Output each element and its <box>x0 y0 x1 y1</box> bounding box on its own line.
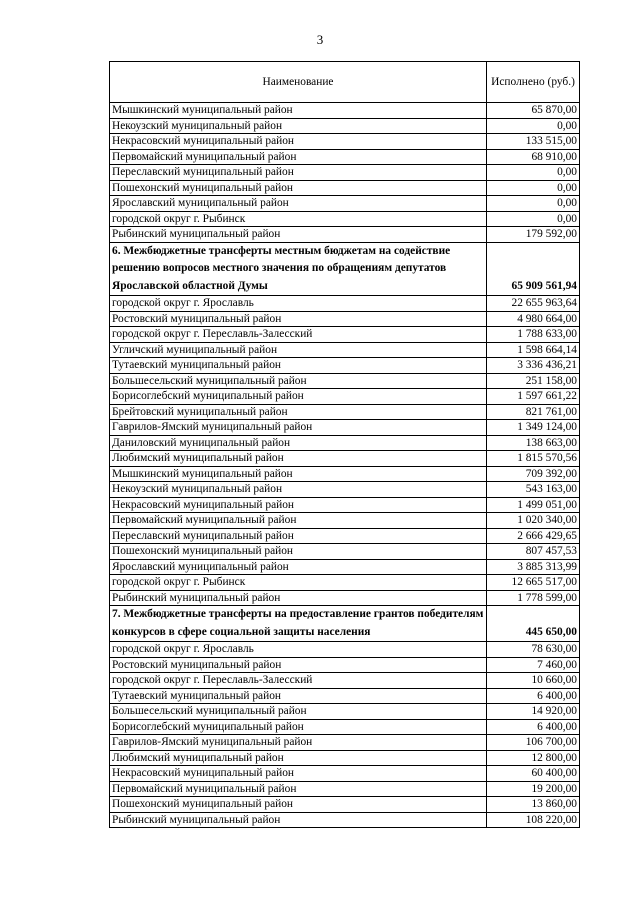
table-row <box>110 482 580 498</box>
executed-amount: 138 663,00 <box>487 435 580 451</box>
district-name: Рыбинский муниципальный район <box>110 227 487 243</box>
district-name: городской округ г. Переславль-Залесский <box>110 327 487 343</box>
executed-amount: 12 800,00 <box>487 750 580 766</box>
table-row <box>110 451 580 467</box>
district-name: Ярославский муниципальный район <box>110 196 487 212</box>
district-name: Первомайский муниципальный район <box>110 781 487 797</box>
executed-amount: 6 400,00 <box>487 688 580 704</box>
table-row <box>110 435 580 451</box>
table-row <box>110 688 580 704</box>
executed-amount: 1 598 664,14 <box>487 342 580 358</box>
executed-amount: 1 597 661,22 <box>487 389 580 405</box>
table-row <box>110 149 580 165</box>
district-name: городской округ г. Рыбинск <box>110 575 487 591</box>
district-name: Некоузский муниципальный район <box>110 482 487 498</box>
district-name: Переславский муниципальный район <box>110 165 487 181</box>
district-name: городской округ г. Ярославль <box>110 642 487 658</box>
district-name: Ярославский муниципальный район <box>110 559 487 575</box>
column-header-name: Наименование <box>110 62 487 103</box>
district-name: Некрасовский муниципальный район <box>110 497 487 513</box>
table-row <box>110 296 580 312</box>
district-name: Переславский муниципальный район <box>110 528 487 544</box>
executed-amount: 6 400,00 <box>487 719 580 735</box>
executed-amount: 133 515,00 <box>487 134 580 150</box>
table-row <box>110 642 580 658</box>
column-header-value: Исполнено (руб.) <box>487 62 580 103</box>
table-row <box>110 342 580 358</box>
executed-amount: 68 910,00 <box>487 149 580 165</box>
executed-amount: 60 400,00 <box>487 766 580 782</box>
executed-amount: 543 163,00 <box>487 482 580 498</box>
executed-amount: 12 665 517,00 <box>487 575 580 591</box>
table-header-row <box>110 62 580 103</box>
district-name: Даниловский муниципальный район <box>110 435 487 451</box>
executed-amount: 0,00 <box>487 211 580 227</box>
table-row <box>110 704 580 720</box>
executed-amount: 1 788 633,00 <box>487 327 580 343</box>
table-row <box>110 389 580 405</box>
table-row <box>110 657 580 673</box>
district-name: Первомайский муниципальный район <box>110 149 487 165</box>
executed-amount: 14 920,00 <box>487 704 580 720</box>
table-row <box>110 466 580 482</box>
table-row <box>110 797 580 813</box>
table-row <box>110 575 580 591</box>
executed-amount: 108 220,00 <box>487 812 580 828</box>
executed-amount: 0,00 <box>487 165 580 181</box>
executed-amount: 1 499 051,00 <box>487 497 580 513</box>
executed-amount: 65 870,00 <box>487 103 580 119</box>
budget-table <box>109 61 580 828</box>
district-name: Большесельский муниципальный район <box>110 373 487 389</box>
district-name: Тутаевский муниципальный район <box>110 688 487 704</box>
district-name: Рыбинский муниципальный район <box>110 590 487 606</box>
table-row <box>110 373 580 389</box>
section-title: 7. Межбюджетные трансферты на предоставление грантов победителям конкурсов в сфере социальной защиты населения <box>110 606 487 642</box>
table-row <box>110 165 580 181</box>
district-name: Гаврилов-Ямский муниципальный район <box>110 735 487 751</box>
table-row <box>110 673 580 689</box>
executed-amount: 4 980 664,00 <box>487 311 580 327</box>
district-name: Мышкинский муниципальный район <box>110 466 487 482</box>
section-total: 65 909 561,94 <box>487 242 580 296</box>
executed-amount: 251 158,00 <box>487 373 580 389</box>
table-row <box>110 781 580 797</box>
district-name: Пошехонский муниципальный район <box>110 797 487 813</box>
district-name: Гаврилов-Ямский муниципальный район <box>110 420 487 436</box>
district-name: городской округ г. Переславль-Залесский <box>110 673 487 689</box>
section-title: 6. Межбюджетные трансферты местным бюджетам на содействие решению вопросов местного значения по обращениям депутатов Ярославской областной Думы <box>110 242 487 296</box>
district-name: Мышкинский муниципальный район <box>110 103 487 119</box>
table-row <box>110 497 580 513</box>
district-name: Рыбинский муниципальный район <box>110 812 487 828</box>
table-row <box>110 196 580 212</box>
district-name: Некоузский муниципальный район <box>110 118 487 134</box>
table-row <box>110 766 580 782</box>
table-row <box>110 559 580 575</box>
district-name: Ростовский муниципальный район <box>110 311 487 327</box>
table-row <box>110 528 580 544</box>
executed-amount: 1 815 570,56 <box>487 451 580 467</box>
table-row <box>110 513 580 529</box>
table-row <box>110 812 580 828</box>
table-row <box>110 735 580 751</box>
table-row <box>110 420 580 436</box>
table-row <box>110 180 580 196</box>
district-name: Брейтовский муниципальный район <box>110 404 487 420</box>
table-row <box>110 358 580 374</box>
executed-amount: 821 761,00 <box>487 404 580 420</box>
table-row <box>110 211 580 227</box>
table-row <box>110 719 580 735</box>
executed-amount: 22 655 963,64 <box>487 296 580 312</box>
executed-amount: 10 660,00 <box>487 673 580 689</box>
executed-amount: 0,00 <box>487 196 580 212</box>
district-name: Угличский муниципальный район <box>110 342 487 358</box>
district-name: Пошехонский муниципальный район <box>110 180 487 196</box>
table-row <box>110 750 580 766</box>
table-body <box>110 103 580 828</box>
district-name: Любимский муниципальный район <box>110 750 487 766</box>
executed-amount: 1 778 599,00 <box>487 590 580 606</box>
section-heading-row <box>110 606 580 642</box>
table-row <box>110 134 580 150</box>
table-row <box>110 118 580 134</box>
district-name: городской округ г. Ярославль <box>110 296 487 312</box>
district-name: Некрасовский муниципальный район <box>110 134 487 150</box>
executed-amount: 709 392,00 <box>487 466 580 482</box>
section-heading-row <box>110 242 580 296</box>
executed-amount: 13 860,00 <box>487 797 580 813</box>
section-total: 445 650,00 <box>487 606 580 642</box>
executed-amount: 106 700,00 <box>487 735 580 751</box>
district-name: Пошехонский муниципальный район <box>110 544 487 560</box>
district-name: Любимский муниципальный район <box>110 451 487 467</box>
executed-amount: 807 457,53 <box>487 544 580 560</box>
district-name: Ростовский муниципальный район <box>110 657 487 673</box>
executed-amount: 0,00 <box>487 180 580 196</box>
executed-amount: 7 460,00 <box>487 657 580 673</box>
district-name: Тутаевский муниципальный район <box>110 358 487 374</box>
executed-amount: 3 336 436,21 <box>487 358 580 374</box>
district-name: Большесельский муниципальный район <box>110 704 487 720</box>
table-row <box>110 311 580 327</box>
page-number: 3 <box>316 32 324 47</box>
executed-amount: 179 592,00 <box>487 227 580 243</box>
executed-amount: 1 020 340,00 <box>487 513 580 529</box>
executed-amount: 78 630,00 <box>487 642 580 658</box>
table-row <box>110 590 580 606</box>
district-name: Некрасовский муниципальный район <box>110 766 487 782</box>
district-name: Борисоглебский муниципальный район <box>110 719 487 735</box>
table-row <box>110 404 580 420</box>
executed-amount: 19 200,00 <box>487 781 580 797</box>
executed-amount: 1 349 124,00 <box>487 420 580 436</box>
table-row <box>110 327 580 343</box>
district-name: Борисоглебский муниципальный район <box>110 389 487 405</box>
district-name: Первомайский муниципальный район <box>110 513 487 529</box>
executed-amount: 2 666 429,65 <box>487 528 580 544</box>
table-row <box>110 544 580 560</box>
table-row <box>110 227 580 243</box>
district-name: городской округ г. Рыбинск <box>110 211 487 227</box>
executed-amount: 3 885 313,99 <box>487 559 580 575</box>
executed-amount: 0,00 <box>487 118 580 134</box>
table-row <box>110 103 580 119</box>
